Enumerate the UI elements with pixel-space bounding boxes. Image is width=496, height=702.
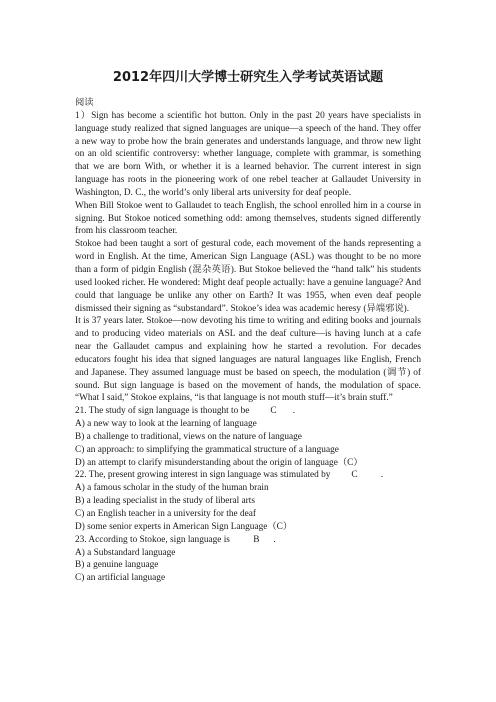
question-option: A) a new way to look at the learning of language <box>75 419 257 430</box>
document-body <box>75 97 421 585</box>
question-answer: C <box>351 470 358 481</box>
question-option: B) a leading specialist in the study of liberal arts <box>75 496 255 507</box>
section-heading: 阅读 <box>75 98 94 108</box>
question-answer: C <box>270 406 277 417</box>
question-answer: B <box>253 534 260 545</box>
paragraph: 1）Sign has become a scientific hot button. Only in the past 20 years have specialists in language study realized that signed languages are unique—a speech of the hand. They offer a new way to probe how the brain generates and understands language, and throw new light on an old scientific controversy: whether language, complete with grammar, is something that we are born With, or whether it is a learned behavior. The current interest in sign language has roots in the pioneering work of one rebel teacher at Gallaudet University in Washington, D. C., the world’s only liberal arts university for deaf people. <box>75 110 421 198</box>
paragraph: When Bill Stokoe went to Gallaudet to teach English, the school enrolled him in a course in signing. But Stokoe noticed something odd: among themselves, students signed differently from his classroom teacher. <box>75 200 421 237</box>
question-option: A) a famous scholar in the study of the human brain <box>75 483 269 494</box>
question-option: B) a challenge to traditional, views on the nature of language <box>75 431 302 442</box>
paragraph: Stokoe had been taught a sort of gestural code, each movement of the hands representing a word in English. At the time, American Sign Language (ASL) was thought to be no more than a form of pidgin English (混杂英语). But Stokoe believed the “hand talk” his students used looked richer. He wondered: Might deaf people actually: have a genuine language? And could that language be unlike any other on Earth? It was 1955, when even deaf people dismissed their signing as “substandard”. Stokoe’s idea was academic heresy (异端邪说). <box>75 239 421 314</box>
question-stem: 21. The study of sign language is thought to be C . <box>75 406 296 417</box>
question-option: D) some senior experts in American Sign Language（C） <box>75 521 293 532</box>
question-option: C) an artificial language <box>75 573 166 584</box>
question-option: C) an approach: to simplifying the grammatical structure of a language <box>75 444 339 455</box>
question-option: A) a Substandard language <box>75 547 176 558</box>
question-option: C) an English teacher in a university for the deaf <box>75 509 256 519</box>
question-stem: 22. The, present growing interest in sign language was stimulated by C . <box>75 470 384 481</box>
page-title: 2012年四川大学博士研究生入学考试英语试题 <box>112 70 384 85</box>
question-option: B) a genuine language <box>75 560 159 571</box>
question-stem: 23. According to Stokoe, sign language is B . <box>75 534 276 545</box>
question-option: D) an attempt to clarify misunderstanding about the origin of language（C） <box>75 457 363 468</box>
paragraph: It is 37 years later. Stokoe—now devoting his time to writing and editing books and journals and to producing video materials on ASL and the deaf culture—is having lunch at a cafe near the Gallaudet campus and explaining how he started a revolution. For decades educators fought his idea that signed languages are natural languages like English, French and Japanese. They assumed language must be based on speech, the modulation (调节) of sound. But sign language is based on the movement of hands, the modulation of space. “What I said,” Stokoe explains, “is that language is not mouth stuff—it’s brain stuff.” <box>75 316 421 404</box>
